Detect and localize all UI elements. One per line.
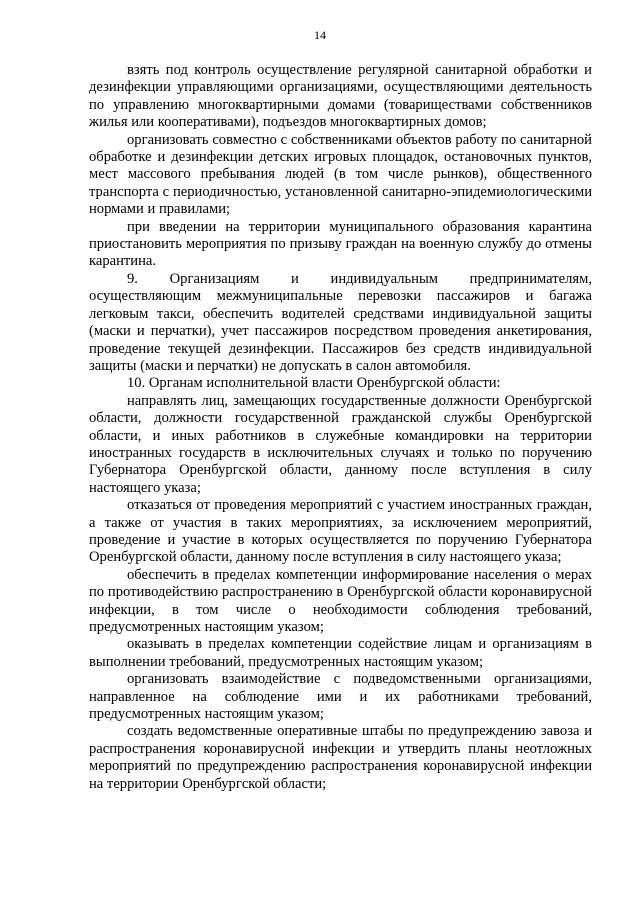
- paragraph-disinfection-work: организовать совместно с собственниками объектов работу по санитарной обработке и дезинфекции детских игровых площадок, остановочных пунктов, мест массового пребывания людей (в том числе рынков), общественного транспорта с периодичностью, установленной санитарно-эпидемиологическими нормами и правилами;: [89, 131, 592, 218]
- paragraph-business-trips: направлять лиц, замещающих государственные должности Оренбургской области, должности государственной гражданской службы Оренбургской области, и иных работников в служебные командировки на территории иностранных государств в исключительных случаях и только по поручению Губернатора Оренбургской области, данному после вступления в силу настоящего указа;: [89, 392, 592, 496]
- paragraph-informing-population: обеспечить в пределах компетенции информирование населения о мерах по противодействию распространению в Оренбургской области коронавирусной инфекции, в том числе о необходимости соблюдения требований, предусмотренных настоящим указом;: [89, 566, 592, 635]
- paragraph-foreign-events: отказаться от проведения мероприятий с участием иностранных граждан, а также от участия в таких мероприятиях, за исключением мероприятий, проведение и участие в которых осуществляется по поручению Губернатора Оренбургской области, данному после вступления в силу настоящего указа;: [89, 497, 592, 566]
- paragraph-item-9-taxi: 9. Организациям и индивидуальным предпринимателям, осуществляющим межмуниципальные перевозки пассажиров и багажа легковым такси, обеспечить водителей средствами индивидуальной защиты (маски и перчатки), учет пассажиров посредством проведения анкетирования, проведение текущей дезинфекции. Пассажиров без средств индивидуальной защиты (маски и перчатки) не допускать в салон автомобиля.: [89, 270, 592, 374]
- paragraph-sanitary-control: взять под контроль осуществление регулярной санитарной обработки и дезинфекции управляющими организациями, осуществляющими деятельность по управлению многоквартирными домами (товариществами собственников жилья или кооперативами), подъездов многоквартирных домов;: [89, 62, 592, 131]
- paragraph-item-10-heading: 10. Органам исполнительной власти Оренбургской области:: [127, 375, 501, 392]
- paragraph-assistance: оказывать в пределах компетенции содействие лицам и организациям в выполнении требований, предусмотренных настоящим указом;: [89, 636, 592, 670]
- paragraph-interaction: организовать взаимодействие с подведомственными организациями, направленное на соблюдение ими и их работниками требований, предусмотренных настоящим указом;: [89, 671, 592, 723]
- document-body: [89, 62, 592, 793]
- page-number: 14: [314, 28, 326, 42]
- paragraph-military-conscription: при введении на территории муниципального образования карантина приостановить мероприятия по призыву граждан на военную службу до отмены карантина.: [89, 218, 592, 270]
- paragraph-operational-headquarters: создать ведомственные оперативные штабы по предупреждению завоза и распространения коронавирусной инфекции и утвердить планы неотложных мероприятий по предупреждению распространения коронавирусной инфекции на территории Оренбургской области;: [89, 723, 592, 792]
